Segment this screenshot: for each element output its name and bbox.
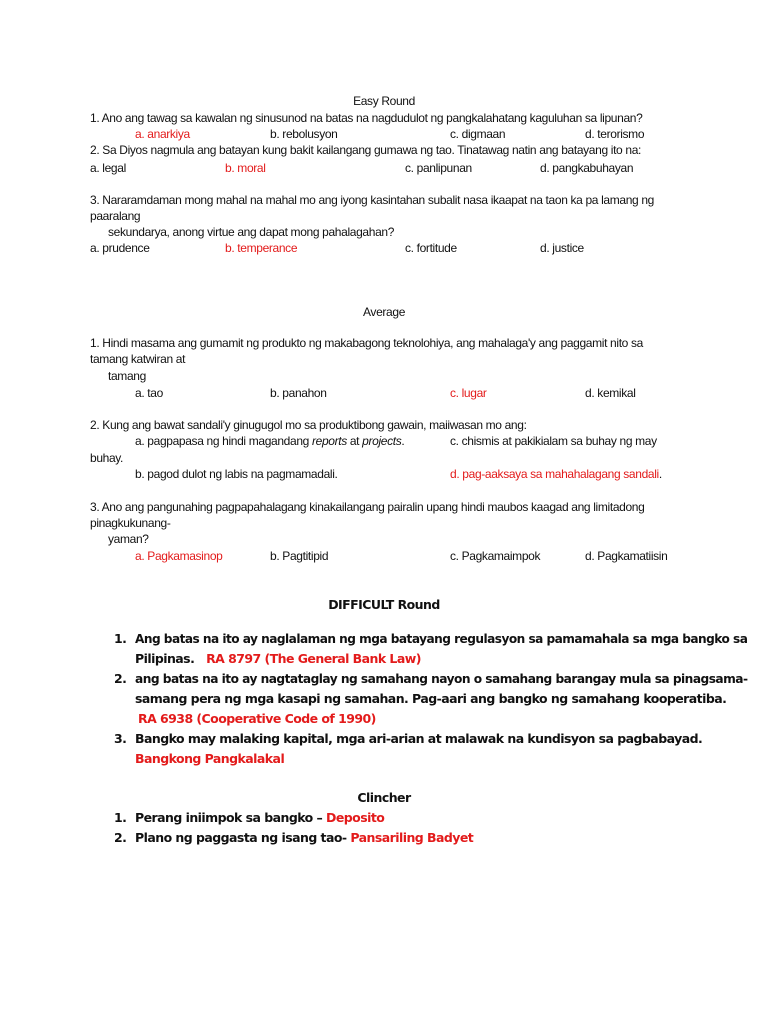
difficult-item-2-number: 2. [114, 671, 127, 686]
easy-q3-choice-a: a. prudence [90, 241, 150, 255]
average-q2-choice-a-text: a. pagpapasa ng hindi magandang [135, 434, 312, 448]
average-q3-choice-b: b. Pagtitipid [270, 549, 329, 563]
clincher-item-2 [135, 830, 473, 845]
average-heading: Average [362, 305, 406, 319]
easy-q3-line3: sekundarya, anong virtue ang dapat mong pahalagahan? [108, 225, 395, 239]
average-q1-choice-d: d. kemikal [585, 386, 636, 400]
easy-q2-text [90, 143, 641, 157]
easy-q2-choice-c: c. panlipunan [405, 161, 472, 175]
clincher-item-2-number: 2. [114, 830, 127, 845]
average-q2-choice-c-cont: buhay. [90, 451, 124, 465]
average-q3-choice-d: d. Pagkamatiisin [585, 549, 668, 563]
difficult-item-1-number: 1. [114, 631, 127, 646]
clincher-item-1-answer: Deposito [326, 810, 385, 825]
easy-q3-choice-d: d. justice [540, 241, 584, 255]
average-q1-choice-a: a. tao [135, 386, 163, 400]
average-q2-choice-a-reports: reports [311, 434, 347, 448]
difficult-item-3-number: 3. [114, 731, 127, 746]
clincher-item-2-answer: Pansariling Badyet [350, 830, 474, 845]
average-q3-choice-a: a. Pagkamasinop [135, 549, 223, 563]
average-q3-line1: 3. Ano ang pangunahing pagpapahalagang kinakailangang pairalin upang hindi maubos kaagad ang limitadong [90, 500, 645, 514]
clincher-heading: Clincher [357, 790, 411, 805]
clincher-item-2-text: Plano ng paggasta ng isang tao- [135, 830, 351, 845]
clincher-item-1-number: 1. [114, 810, 127, 825]
easy-q1-choice-d: d. terorismo [585, 127, 645, 141]
difficult-item-1-answer: RA 8797 (The General Bank Law) [206, 651, 421, 666]
difficult-item-2-line1: ang batas na ito ay nagtataglay ng samahang nayon o samahang barangay mula sa pinagsama- [135, 671, 748, 686]
average-q1-line1: 1. Hindi masama ang gumamit ng produkto ng makabagong teknolohiya, ang mahalaga'y ang paggamit nito sa [90, 336, 643, 350]
average-q2-choice-a-at: at [346, 434, 363, 448]
easy-q3-choice-b: b. temperance [225, 241, 298, 255]
average-q2-choice-a-period: . [401, 434, 405, 448]
easy-q1-choice-b: b. rebolusyon [270, 127, 338, 141]
average-q2-choice-a [135, 434, 404, 448]
easy-q2-number: 2. [90, 143, 100, 157]
easy-q1-choice-a: a. anarkiya [135, 127, 190, 141]
easy-q3-choice-c: c. fortitude [405, 241, 457, 255]
difficult-item-3-answer: Bangkong Pangkalakal [135, 751, 285, 766]
average-q1-choice-c: c. lugar [450, 386, 487, 400]
average-q2-choice-b: b. pagod dulot ng labis na pagmamadali. [135, 467, 338, 481]
difficult-item-3-line1: Bangko may malaking kapital, mga ari-arian at malawak na kundisyon sa pagbabayad. [135, 731, 703, 746]
average-q2-choice-d-period: . [658, 467, 662, 481]
average-q1-line3: tamang [108, 369, 146, 383]
difficult-item-1-line2 [135, 651, 421, 666]
average-q2-choice-d [450, 467, 662, 481]
easy-q2-question: Sa Diyos nagmula ang batayan kung bakit kailangang gumawa ng tao. Tinatawag natin ang batayang ito na: [102, 143, 641, 157]
average-q1-line2: tamang katwiran at [90, 352, 186, 366]
difficult-item-2-answer: RA 6938 (Cooperative Code of 1990) [138, 711, 376, 726]
difficult-round-heading: DIFFICULT Round [328, 597, 440, 612]
difficult-item-2-line2: samang pera ng mga kasapi ng samahan. Pag-aari ang bangko ng samahang kooperatiba. [135, 691, 727, 706]
average-q2-line1: 2. Kung ang bawat sandali'y ginugugol mo sa produktibong gawain, maiiwasan mo ang: [90, 418, 527, 432]
easy-q2-choice-d: d. pangkabuhayan [540, 161, 634, 175]
average-q2-choice-d-text: d. pag-aaksaya sa mahahalagang sandali [450, 467, 659, 481]
easy-round-heading: Easy Round [353, 94, 415, 108]
easy-q3-line2: paaralang [90, 209, 141, 223]
difficult-item-1-line2-text: Pilipinas. [135, 651, 195, 666]
average-q3-choice-c: c. Pagkamaimpok [450, 549, 541, 563]
average-q3-line2: pinagkukunang- [90, 516, 171, 530]
average-q2-choice-a-projects: projects [362, 434, 402, 448]
easy-q2-choice-a: a. legal [90, 161, 126, 175]
clincher-item-1-text: Perang iniimpok sa bangko – [135, 810, 326, 825]
difficult-item-1-line1: Ang batas na ito ay naglalaman ng mga batayang regulasyon sa pamamahala sa mga bangko sa [135, 631, 748, 646]
average-q3-line3: yaman? [108, 532, 149, 546]
easy-q3-line1: 3. Nararamdaman mong mahal na mahal mo ang iyong kasintahan subalit nasa ikaapat na taon ka pa lamang ng [90, 193, 654, 207]
clincher-item-1 [135, 810, 384, 825]
easy-q2-choice-b: b. moral [225, 161, 266, 175]
easy-q1-choice-c: c. digmaan [450, 127, 506, 141]
average-q2-choice-c: c. chismis at pakikialam sa buhay ng may [450, 434, 657, 448]
easy-q1-text: 1. Ano ang tawag sa kawalan ng sinusunod na batas na nagdudulot ng pangkalahatang kaguluhan sa lipunan? [90, 111, 643, 125]
average-q1-choice-b: b. panahon [270, 386, 327, 400]
